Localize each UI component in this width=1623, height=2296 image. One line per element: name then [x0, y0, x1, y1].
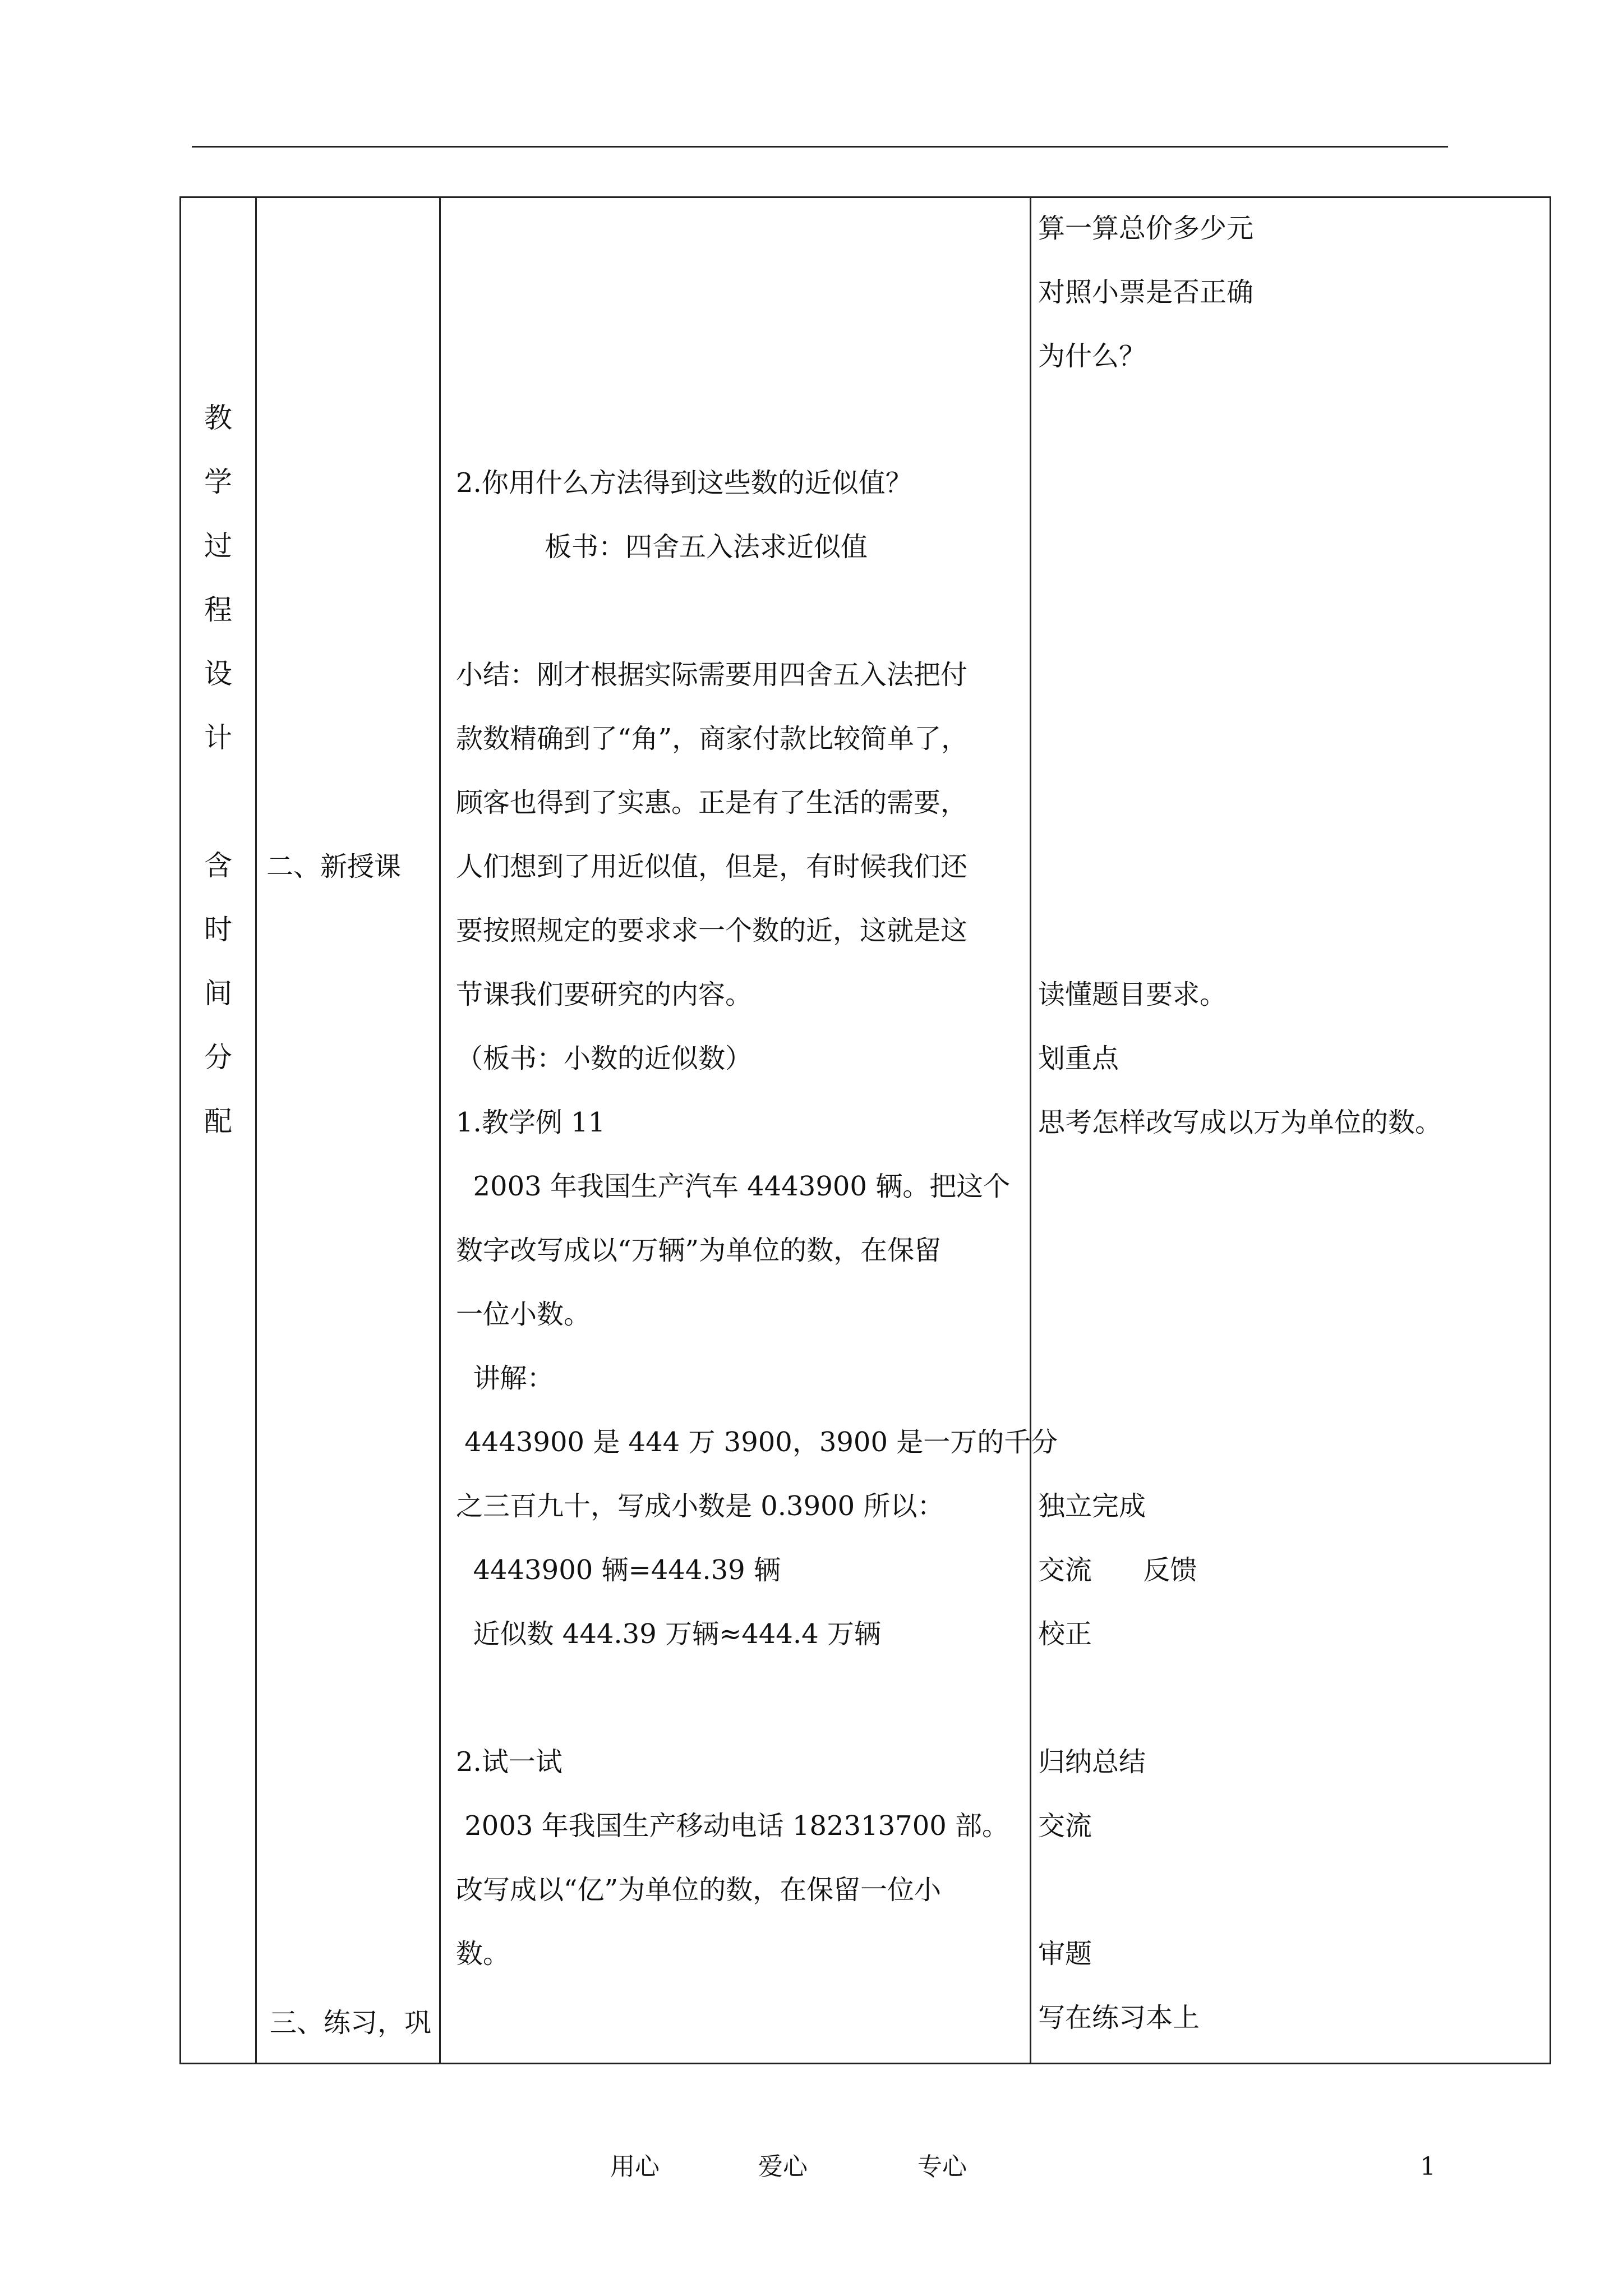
- summary-line: 人们想到了用近似值，但是，有时候我们还: [456, 851, 968, 882]
- student-activity-line: 算一算总价多少元: [1038, 213, 1254, 244]
- board-note-2: （板书：小数的近似数）: [456, 1043, 753, 1074]
- page-number: 1: [1420, 2152, 1436, 2181]
- question-2: 2.你用什么方法得到这些数的近似值？: [456, 467, 912, 499]
- student-activity-line: 为什么？: [1038, 341, 1146, 372]
- lesson-table: [179, 196, 1551, 2064]
- summary-line: 款数精确到了“角”，商家付款比较简单了，: [456, 723, 969, 754]
- try-line: 改写成以“亿”为单位的数，在保留一位小: [456, 1874, 942, 1906]
- explain-line: 4443900 是 444 万 3900，3900 是一万的千分: [456, 1427, 1058, 1458]
- try-line: 数。: [456, 1938, 510, 1970]
- process-label-char: 过: [204, 530, 232, 562]
- try-title: 2.试一试: [456, 1746, 562, 1778]
- student-activity-line: 读懂题目要求。: [1038, 979, 1227, 1010]
- process-label-char: 时: [204, 913, 232, 946]
- example-11-line: 2003 年我国生产汽车 4443900 辆。把这个: [456, 1171, 1011, 1202]
- student-activity-line: 校正: [1038, 1618, 1092, 1650]
- process-label-char: 教: [204, 402, 232, 434]
- student-activity-line: 写在练习本上: [1038, 2002, 1200, 2033]
- student-activity-line: 对照小票是否正确: [1038, 277, 1254, 308]
- process-label-char: 程: [204, 593, 232, 626]
- board-note-1: 板书：四舍五入法求近似值: [545, 531, 868, 563]
- process-label-char: 设: [204, 657, 232, 690]
- process-label-char: 学: [204, 466, 232, 498]
- example-11-line: 一位小数。: [456, 1299, 591, 1330]
- stage-practice: 三、练习，巩: [270, 2007, 432, 2039]
- process-label-char: 分: [204, 1041, 232, 1074]
- student-activity-line: 归纳总结: [1038, 1746, 1146, 1778]
- example-11-title: 1.教学例 11: [456, 1107, 606, 1138]
- student-activity-line: 交流: [1038, 1810, 1092, 1842]
- example-11-line: 数字改写成以“万辆”为单位的数，在保留: [456, 1235, 942, 1266]
- process-label-char: 间: [204, 977, 232, 1010]
- footer-motto: 用心: [610, 2152, 660, 2181]
- column-divider-1: [255, 198, 257, 2063]
- process-label-char: 配: [204, 1105, 232, 1138]
- header-rule: [192, 146, 1448, 148]
- summary-line: 顾客也得到了实惠。正是有了生活的需要，: [456, 787, 968, 818]
- process-label-char: 计: [204, 721, 232, 754]
- explain-line: 之三百九十，写成小数是 0.3900 所以：: [456, 1490, 944, 1522]
- student-activity-line: 思考怎样改写成以万为单位的数。: [1038, 1107, 1442, 1138]
- summary-line: 小结：刚才根据实际需要用四舍五入法把付: [456, 659, 968, 691]
- explain-line: 4443900 辆=444.39 辆: [456, 1554, 781, 1586]
- process-label-char: 含: [204, 849, 232, 882]
- column-divider-2: [439, 198, 441, 2063]
- student-activity-line: 交流 反馈: [1038, 1554, 1197, 1586]
- footer-motto: 专心: [917, 2152, 967, 2181]
- footer-motto: 爱心: [758, 2152, 808, 2181]
- explain-label: 讲解：: [456, 1363, 554, 1394]
- explain-line: 近似数 444.39 万辆≈444.4 万辆: [456, 1618, 881, 1650]
- student-activity-line: 独立完成: [1038, 1490, 1146, 1522]
- column-divider-3: [1030, 198, 1031, 2063]
- summary-line: 要按照规定的要求求一个数的近，这就是这: [456, 915, 968, 946]
- summary-line: 节课我们要研究的内容。: [456, 979, 753, 1010]
- stage-new-lesson: 二、新授课: [266, 851, 402, 882]
- student-activity-line: 划重点: [1038, 1043, 1119, 1074]
- try-line: 2003 年我国生产移动电话 182313700 部。: [456, 1810, 1009, 1842]
- student-activity-line: 审题: [1038, 1938, 1092, 1970]
